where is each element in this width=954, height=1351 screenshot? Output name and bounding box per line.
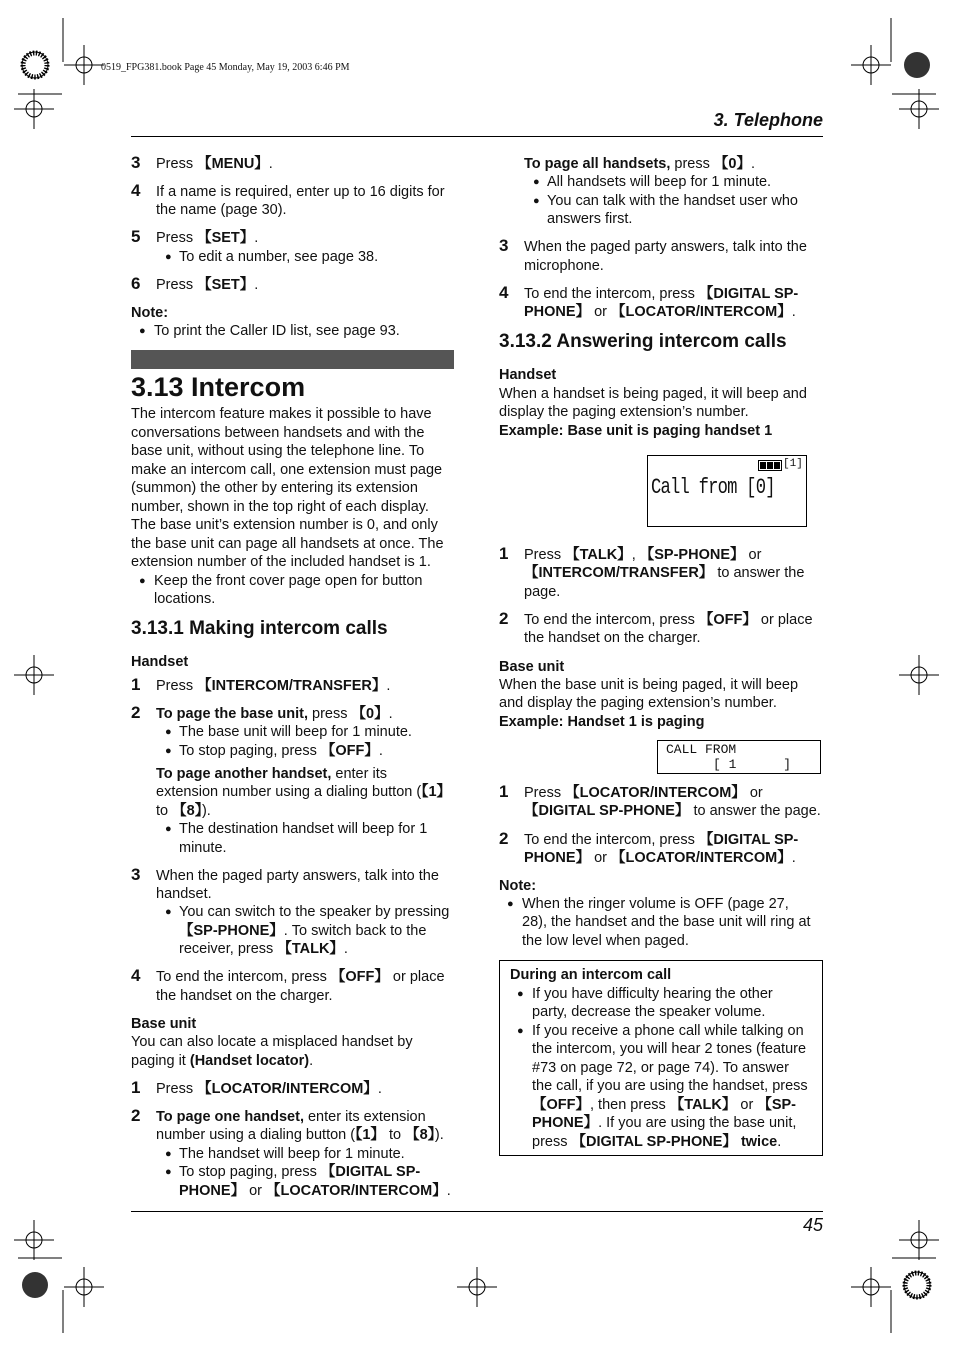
step-text: 【DIGITAL SP-PHONE】 to answer the page.: [524, 803, 821, 819]
footer-rule: [131, 1211, 823, 1212]
bullet-icon: ●: [517, 988, 524, 1000]
info-box-title: During an intercom call: [510, 967, 672, 983]
bullet-icon: ●: [533, 195, 540, 207]
bullet-icon: ●: [165, 726, 172, 738]
base-unit-label: Base unit: [131, 1016, 197, 1032]
info-box-text: the call, if you are using the handset, press: [532, 1078, 808, 1094]
info-box: [499, 960, 823, 1156]
step-text: Press 【SET】.: [156, 230, 259, 246]
step-text: To page one handset, enter its extension: [156, 1109, 426, 1125]
step-text: Press 【LOCATOR/INTERCOM】.: [156, 1081, 382, 1097]
bullet-icon: ●: [139, 325, 146, 337]
step-number: 1: [499, 782, 509, 801]
bullet-text: The destination handset will beep for 1: [179, 821, 428, 837]
note-text: 28), the handset and the base unit will ring at: [522, 914, 811, 930]
step-text: Press 【INTERCOM/TRANSFER】.: [156, 678, 391, 694]
info-box-text: If you receive a phone call while talking on: [532, 1023, 804, 1039]
info-box-text: 【OFF】, then press 【TALK】 or 【SP-: [532, 1097, 797, 1113]
info-box-text: If you have difficulty hearing the other: [532, 986, 773, 1002]
step-number: 1: [131, 675, 141, 694]
lcd-text-line1: CALL FROM: [666, 742, 737, 757]
step-text: Press 【MENU】.: [156, 156, 273, 172]
bullet-icon: ●: [139, 575, 146, 587]
note-label: Note:: [499, 878, 537, 894]
step-text: To page the base unit, press 【0】.: [156, 706, 393, 722]
bullet-text: You can talk with the handset user who: [547, 193, 798, 209]
base-unit-text: and display the paging extension’s number.: [499, 695, 777, 711]
step-text: PHONE】 or 【LOCATOR/INTERCOM】.: [524, 850, 796, 866]
info-box-text: #73 on page 72, or page 74). To answer: [532, 1060, 789, 1076]
base-unit-text: When the base unit is being paged, it will beep: [499, 677, 799, 693]
info-box-text: press 【DIGITAL SP-PHONE】 twice.: [532, 1134, 782, 1150]
subsection-title: 3.13.2 Answering intercom calls: [499, 331, 787, 352]
page-number: 45: [802, 1215, 823, 1235]
section-bar: [131, 350, 454, 369]
step-text: number using a dialing button (【1】 to 【8】).: [156, 1127, 444, 1143]
bullet-icon: ●: [165, 745, 172, 757]
note-text: the low level when paged.: [522, 933, 689, 949]
handset-label: Handset: [131, 654, 189, 670]
step-number: 3: [499, 236, 509, 255]
bullet-icon: ●: [165, 1148, 172, 1160]
note-text: To print the Caller ID list, see page 93.: [154, 323, 400, 339]
handset-text: display the paging extension’s number.: [499, 404, 749, 420]
lcd-text: Call from [0]: [651, 475, 775, 500]
example-label: Example: Base unit is paging handset 1: [499, 423, 773, 439]
step-text: handset.: [156, 886, 212, 902]
bullet-text: Keep the front cover page open for button: [154, 573, 423, 589]
bullet-icon: ●: [165, 823, 172, 835]
lcd-text-line2: [ 1 ]: [713, 757, 792, 772]
info-box-text: PHONE】. If you are using the base unit,: [532, 1115, 797, 1131]
bullet-text: You can switch to the speaker by pressing: [179, 904, 450, 920]
battery-icon: [758, 460, 782, 471]
bullet-icon: ●: [533, 176, 540, 188]
subsection-title: 3.13.1 Making intercom calls: [131, 618, 388, 639]
example-label: Example: Handset 1 is paging: [499, 714, 705, 730]
bullet-text: answers first.: [547, 211, 633, 227]
bullet-text: receiver, press 【TALK】.: [179, 941, 348, 957]
bullet-icon: ●: [165, 1166, 172, 1178]
base-unit-label: Base unit: [499, 659, 565, 675]
step-text: 【INTERCOM/TRANSFER】 to answer the: [524, 565, 805, 581]
step-text: microphone.: [524, 258, 604, 274]
step-number: 1: [499, 544, 509, 563]
section-header: 3. Telephone: [713, 110, 823, 130]
step-text: When the paged party answers, talk into the: [524, 239, 807, 255]
step-number: 4: [131, 181, 141, 200]
step-number: 1: [131, 1078, 141, 1097]
section-title: 3.13 Intercom: [131, 372, 306, 402]
step-number: 2: [499, 829, 509, 848]
bullet-text: All handsets will beep for 1 minute.: [547, 174, 772, 190]
note-text: When the ringer volume is OFF (page 27,: [522, 896, 789, 912]
step-text: PHONE】 or 【LOCATOR/INTERCOM】.: [524, 304, 796, 320]
bullet-icon: ●: [165, 906, 172, 918]
step-number: 6: [131, 274, 141, 293]
step-text: the handset on the charger.: [156, 988, 333, 1004]
step-text: Press 【TALK】, 【SP-PHONE】 or: [524, 547, 762, 563]
header-rule: [131, 136, 823, 137]
bullet-text: The handset will beep for 1 minute.: [179, 1146, 405, 1162]
step-text: If a name is required, enter up to 16 digits for: [156, 184, 445, 200]
handset-label: Handset: [499, 367, 557, 383]
bullet-text: locations.: [154, 591, 216, 607]
step-text: Press 【SET】.: [156, 277, 259, 293]
base-unit-text: You can also locate a misplaced handset by: [131, 1034, 413, 1050]
step-text: the name (page 30).: [156, 202, 287, 218]
step-text: the handset on the charger.: [524, 630, 701, 646]
bullet-icon: ●: [507, 898, 514, 910]
info-box-text: party, decrease the speaker volume.: [532, 1004, 766, 1020]
step-text: To end the intercom, press 【DIGITAL SP-: [524, 832, 799, 848]
step-text: To end the intercom, press 【DIGITAL SP-: [524, 286, 799, 302]
bullet-text: PHONE】 or 【LOCATOR/INTERCOM】.: [179, 1183, 451, 1199]
info-box-text: the intercom, you will hear 2 tones (feature: [532, 1041, 807, 1057]
step-number: 4: [131, 966, 141, 985]
print-file-line: 0519_FPG381.book Page 45 Monday, May 19, 2003 6:46 PM: [101, 62, 350, 73]
bullet-icon: ●: [517, 1025, 524, 1037]
step-number: 2: [131, 1106, 141, 1125]
bullet-text: minute.: [179, 840, 227, 856]
bullet-text: To stop paging, press 【OFF】.: [179, 743, 383, 759]
step-number: 3: [131, 865, 141, 884]
handset-lcd-display: [647, 455, 807, 527]
step-text: To end the intercom, press 【OFF】 or place: [524, 612, 813, 628]
step-number: 5: [131, 227, 141, 246]
step-text: When the paged party answers, talk into the: [156, 868, 439, 884]
base-lcd-display: [657, 740, 821, 774]
lcd-extension: [1]: [783, 458, 803, 470]
base-unit-text: paging it (Handset locator).: [131, 1053, 314, 1069]
bullet-icon: ●: [165, 251, 172, 263]
step-text: Press 【LOCATOR/INTERCOM】 or: [524, 785, 763, 801]
bullet-text: 【SP-PHONE】. To switch back to the: [179, 923, 427, 939]
step-number: 4: [499, 283, 509, 302]
step-number: 3: [131, 153, 141, 172]
step-text: To page all handsets, press 【0】.: [524, 156, 755, 172]
bullet-text: To stop paging, press 【DIGITAL SP-: [179, 1164, 421, 1180]
step-text: page.: [524, 584, 561, 600]
bullet-text: The base unit will beep for 1 minute.: [179, 724, 412, 740]
step-number: 2: [499, 609, 509, 628]
handset-text: When a handset is being paged, it will beep and: [499, 386, 807, 402]
bullet-text: To edit a number, see page 38.: [179, 249, 379, 265]
step-text: extension number using a dialing button (【1】: [156, 784, 452, 800]
step-number: 2: [131, 703, 141, 722]
step-text: to 【8】).: [156, 803, 211, 819]
step-text: To page another handset, enter its: [156, 766, 387, 782]
step-text: To end the intercom, press 【OFF】 or place: [156, 969, 445, 985]
note-label: Note:: [131, 305, 169, 321]
